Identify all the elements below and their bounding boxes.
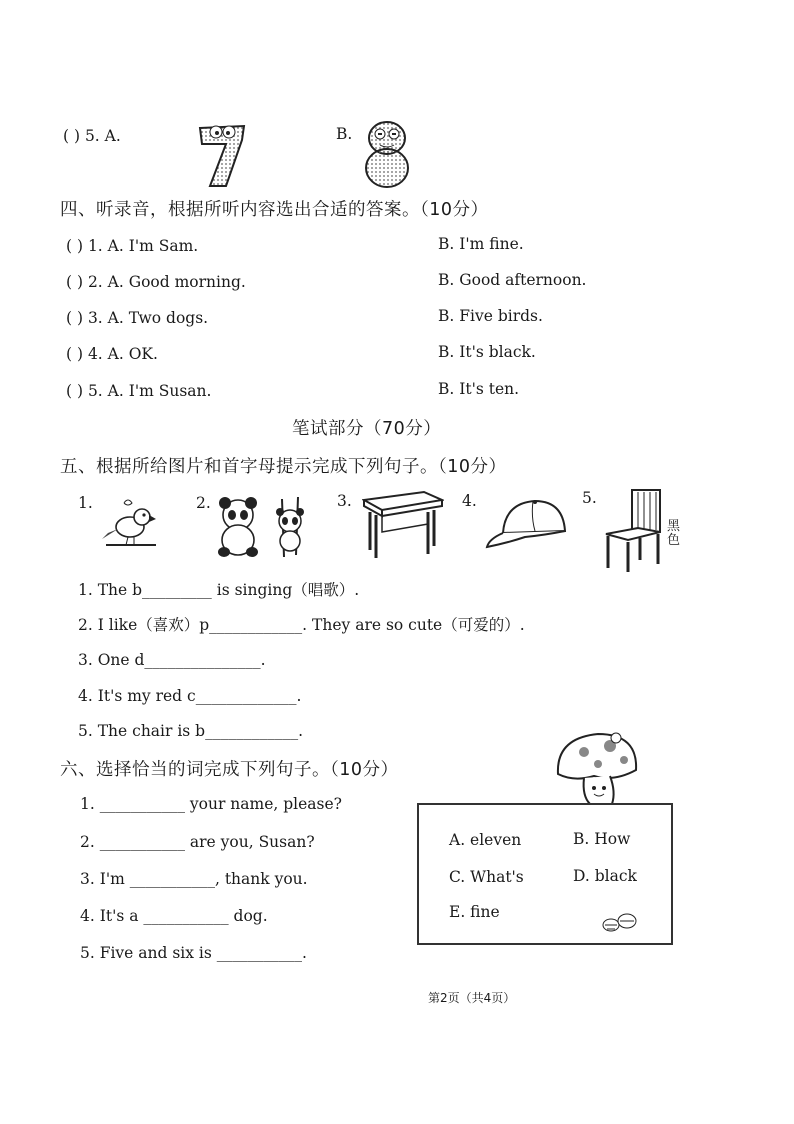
picture-number-2: 2. (196, 494, 211, 512)
word-option-c: C. What's (449, 868, 524, 886)
section4-item-1: ( ) 1. A. I'm Sam. (66, 237, 199, 255)
flower-decoration-icon (601, 911, 641, 935)
section5-sentence-2: 2. I like（喜欢）p____________. They are so cute（可爱的）. (78, 616, 525, 634)
parrot-bird-icon (98, 495, 164, 559)
section4-item-1-b: B. I'm fine. (438, 235, 524, 253)
q3-item5-option-b: B. (336, 125, 353, 143)
word-option-a: A. eleven (449, 831, 522, 849)
chair-icon (602, 488, 664, 574)
section4-item-4-b: B. It's black. (438, 343, 536, 361)
section4-item-5-b: B. It's ten. (438, 380, 520, 398)
q3-item5-label: ( ) 5. A. (63, 127, 121, 145)
picture-number-1: 1. (78, 494, 93, 512)
section4-item-2-b: B. Good afternoon. (438, 271, 587, 289)
section6-sentence-2: 2. ___________ are you, Susan? (80, 833, 315, 851)
number-seven-cartoon-icon (196, 118, 248, 190)
section4-heading: 四、听录音，根据所听内容选出合适的答案。（10分） (60, 200, 489, 220)
page-footer: 第2页（共4页） (428, 991, 516, 1005)
section5-heading: 五、根据所给图片和首字母提示完成下列句子。（10分） (60, 457, 507, 477)
desk-icon (362, 488, 444, 560)
section6-sentence-5: 5. Five and six is ___________. (80, 944, 307, 962)
number-eight-cartoon-icon (362, 118, 412, 190)
section6-heading: 六、选择恰当的词完成下列句子。（10分） (60, 760, 399, 780)
picture-number-3: 3. (337, 492, 352, 510)
section5-sentence-5: 5. The chair is b____________. (78, 722, 304, 740)
picture-number-5: 5. (582, 489, 597, 507)
picture-number-4: 4. (462, 492, 477, 510)
written-part-title: 笔试部分（70分） (292, 419, 442, 439)
section6-sentence-4: 4. It's a ___________ dog. (80, 907, 268, 925)
section6-sentence-1: 1. ___________ your name, please? (80, 795, 342, 813)
section4-item-3-b: B. Five birds. (438, 307, 543, 325)
section4-item-4: ( ) 4. A. OK. (66, 345, 158, 363)
word-option-b: B. How (573, 830, 631, 848)
section4-item-2: ( ) 2. A. Good morning. (66, 273, 246, 291)
word-bank-box (417, 803, 673, 945)
cap-icon (485, 497, 575, 555)
section5-sentence-1: 1. The b_________ is singing（唱歌）. (78, 581, 360, 599)
color-hint-label: 黑色 (667, 519, 681, 548)
section6-sentence-3: 3. I'm ___________, thank you. (80, 870, 308, 888)
pandas-icon (210, 495, 314, 559)
word-option-e: E. fine (449, 903, 500, 921)
mushroom-snail-icon (554, 730, 640, 806)
section5-sentence-3: 3. One d_______________. (78, 651, 266, 669)
word-option-d: D. black (573, 867, 637, 885)
section4-item-3: ( ) 3. A. Two dogs. (66, 309, 209, 327)
section5-sentence-4: 4. It's my red c_____________. (78, 687, 302, 705)
section4-item-5: ( ) 5. A. I'm Susan. (66, 382, 212, 400)
